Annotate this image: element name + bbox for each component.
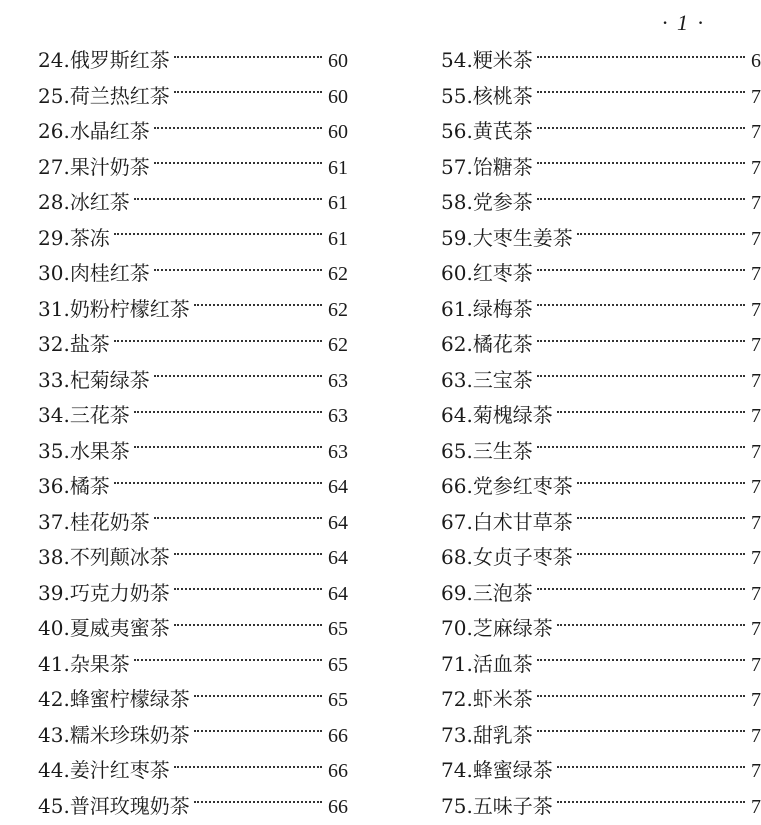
- entry-number: 29.: [38, 221, 70, 257]
- entry-page-number: 7: [751, 186, 761, 222]
- entry-page-number: 7: [751, 648, 761, 684]
- dot-leader: [134, 198, 322, 200]
- entry-number: 32.: [38, 327, 70, 363]
- entry-title: 蜂蜜柠檬绿茶: [70, 682, 190, 718]
- entry-number: 25.: [38, 79, 70, 115]
- toc-entry: [441, 611, 761, 647]
- entry-page-number: 65: [328, 612, 348, 648]
- entry-title: 黄芪茶: [473, 114, 533, 150]
- entry-title: 奶粉柠檬红茶: [70, 292, 190, 328]
- dot-leader: [174, 588, 322, 590]
- entry-title: 芝麻绿茶: [473, 611, 553, 647]
- toc-entry: [441, 434, 761, 470]
- entry-number: 35.: [38, 434, 70, 470]
- page-number: · 1 ·: [662, 10, 705, 36]
- entry-page-number: 64: [328, 577, 348, 613]
- entry-page-number: 7: [751, 328, 761, 364]
- dot-leader: [537, 446, 745, 448]
- entry-title: 菊槐绿茶: [473, 398, 553, 434]
- dot-leader: [537, 588, 745, 590]
- entry-page-number: 62: [328, 328, 348, 364]
- entry-title: 水果茶: [70, 434, 130, 470]
- entry-title: 俄罗斯红茶: [70, 43, 170, 79]
- toc-entry: [441, 682, 761, 718]
- entry-page-number: 7: [751, 612, 761, 648]
- entry-page-number: 7: [751, 364, 761, 400]
- entry-page-number: 64: [328, 470, 348, 506]
- toc-entry: [38, 682, 348, 718]
- entry-number: 62.: [441, 327, 473, 363]
- entry-number: 43.: [38, 718, 70, 754]
- entry-page-number: 7: [751, 719, 761, 755]
- entry-page-number: 7: [751, 399, 761, 435]
- toc-entry: [441, 256, 761, 292]
- entry-number: 73.: [441, 718, 473, 754]
- entry-title: 夏威夷蜜茶: [70, 611, 170, 647]
- entry-number: 33.: [38, 363, 70, 399]
- dot-leader: [537, 659, 745, 661]
- dot-leader: [154, 375, 322, 377]
- entry-number: 66.: [441, 469, 473, 505]
- toc-entry: [441, 540, 761, 576]
- dot-leader: [174, 91, 322, 93]
- entry-number: 28.: [38, 185, 70, 221]
- dot-leader: [154, 269, 322, 271]
- entry-page-number: 66: [328, 719, 348, 755]
- toc-entry: [441, 43, 761, 79]
- toc-entry: [441, 185, 761, 221]
- dot-leader: [114, 233, 322, 235]
- toc-entry: [38, 611, 348, 647]
- entry-number: 56.: [441, 114, 473, 150]
- entry-page-number: 60: [328, 80, 348, 116]
- toc-entry: [38, 185, 348, 221]
- entry-page-number: 6: [751, 44, 761, 80]
- entry-number: 31.: [38, 292, 70, 328]
- dot-leader: [577, 482, 745, 484]
- toc-entry: [441, 292, 761, 328]
- entry-page-number: 7: [751, 541, 761, 577]
- entry-title: 杞菊绿茶: [70, 363, 150, 399]
- entry-title: 白术甘草茶: [473, 505, 573, 541]
- entry-page-number: 62: [328, 257, 348, 293]
- entry-page-number: 7: [751, 754, 761, 790]
- toc-entry: [38, 79, 348, 115]
- entry-page-number: 66: [328, 754, 348, 790]
- toc-entry: [38, 292, 348, 328]
- entry-title: 饴糖茶: [473, 150, 533, 186]
- dot-leader: [537, 340, 745, 342]
- entry-number: 37.: [38, 505, 70, 541]
- entry-title: 杂果茶: [70, 647, 130, 683]
- entry-title: 荷兰热红茶: [70, 79, 170, 115]
- entry-page-number: 65: [328, 683, 348, 719]
- dot-leader: [174, 553, 322, 555]
- toc-entry: [441, 505, 761, 541]
- toc-entry: [38, 576, 348, 612]
- entry-title: 茶冻: [70, 221, 110, 257]
- entry-title: 肉桂红茶: [70, 256, 150, 292]
- entry-number: 45.: [38, 789, 70, 825]
- entry-title: 三泡茶: [473, 576, 533, 612]
- entry-number: 69.: [441, 576, 473, 612]
- dot-leader: [174, 624, 322, 626]
- toc-entry: [38, 114, 348, 150]
- entry-page-number: 61: [328, 151, 348, 187]
- entry-page-number: 7: [751, 435, 761, 471]
- entry-number: 61.: [441, 292, 473, 328]
- entry-page-number: 7: [751, 80, 761, 116]
- entry-title: 核桃茶: [473, 79, 533, 115]
- entry-number: 39.: [38, 576, 70, 612]
- entry-title: 盐茶: [70, 327, 110, 363]
- entry-title: 虾米茶: [473, 682, 533, 718]
- entry-title: 水晶红茶: [70, 114, 150, 150]
- entry-title: 甜乳茶: [473, 718, 533, 754]
- entry-page-number: 62: [328, 293, 348, 329]
- dot-leader: [194, 730, 322, 732]
- entry-number: 75.: [441, 789, 473, 825]
- entry-number: 27.: [38, 150, 70, 186]
- entry-page-number: 7: [751, 151, 761, 187]
- toc-entry: [38, 327, 348, 363]
- toc-entry: [441, 789, 761, 825]
- toc-entry: [38, 398, 348, 434]
- entry-title: 姜汁红枣茶: [70, 753, 170, 789]
- toc-entry: [441, 398, 761, 434]
- entry-number: 58.: [441, 185, 473, 221]
- entry-page-number: 7: [751, 257, 761, 293]
- dot-leader: [557, 624, 745, 626]
- toc-entry: [38, 505, 348, 541]
- entry-number: 57.: [441, 150, 473, 186]
- entry-page-number: 63: [328, 364, 348, 400]
- entry-page-number: 64: [328, 541, 348, 577]
- entry-title: 巧克力奶茶: [70, 576, 170, 612]
- toc-entry: [38, 43, 348, 79]
- entry-number: 72.: [441, 682, 473, 718]
- dot-leader: [577, 553, 745, 555]
- toc-entry: [38, 221, 348, 257]
- dot-leader: [557, 801, 745, 803]
- entry-title: 活血茶: [473, 647, 533, 683]
- dot-leader: [194, 801, 322, 803]
- dot-leader: [537, 91, 745, 93]
- entry-number: 42.: [38, 682, 70, 718]
- toc-entry: [441, 469, 761, 505]
- entry-page-number: 61: [328, 186, 348, 222]
- entry-title: 蜂蜜绿茶: [473, 753, 553, 789]
- dot-leader: [134, 411, 322, 413]
- dot-leader: [537, 198, 745, 200]
- entry-title: 红枣茶: [473, 256, 533, 292]
- dot-leader: [557, 766, 745, 768]
- toc-column-right: [441, 43, 761, 824]
- entry-number: 36.: [38, 469, 70, 505]
- toc-entry: [38, 540, 348, 576]
- dot-leader: [537, 695, 745, 697]
- entry-title: 党参红枣茶: [473, 469, 573, 505]
- entry-number: 65.: [441, 434, 473, 470]
- entry-title: 三宝茶: [473, 363, 533, 399]
- toc-entry: [38, 647, 348, 683]
- dot-leader: [537, 127, 745, 129]
- entry-number: 41.: [38, 647, 70, 683]
- dot-leader: [114, 482, 322, 484]
- entry-page-number: 7: [751, 115, 761, 151]
- toc-entry: [441, 114, 761, 150]
- entry-title: 桂花奶茶: [70, 505, 150, 541]
- entry-number: 55.: [441, 79, 473, 115]
- dot-leader: [577, 233, 745, 235]
- entry-number: 54.: [441, 43, 473, 79]
- dot-leader: [134, 446, 322, 448]
- toc-entry: [441, 753, 761, 789]
- dot-leader: [577, 517, 745, 519]
- dot-leader: [537, 304, 745, 306]
- entry-title: 党参茶: [473, 185, 533, 221]
- entry-page-number: 65: [328, 648, 348, 684]
- toc-entry: [441, 647, 761, 683]
- entry-title: 冰红茶: [70, 185, 130, 221]
- entry-page-number: 63: [328, 399, 348, 435]
- entry-page-number: 60: [328, 115, 348, 151]
- toc-entry: [38, 789, 348, 825]
- toc-entry: [38, 363, 348, 399]
- entry-page-number: 66: [328, 790, 348, 825]
- entry-title: 女贞子枣茶: [473, 540, 573, 576]
- entry-number: 30.: [38, 256, 70, 292]
- dot-leader: [537, 269, 745, 271]
- dot-leader: [194, 695, 322, 697]
- dot-leader: [154, 127, 322, 129]
- entry-title: 五味子茶: [473, 789, 553, 825]
- entry-number: 60.: [441, 256, 473, 292]
- entry-title: 橘花茶: [473, 327, 533, 363]
- toc-entry: [441, 150, 761, 186]
- toc-entry: [441, 363, 761, 399]
- toc-entry: [441, 576, 761, 612]
- dot-leader: [174, 766, 322, 768]
- entry-page-number: 7: [751, 293, 761, 329]
- toc-entry: [38, 256, 348, 292]
- entry-page-number: 63: [328, 435, 348, 471]
- toc-entry: [38, 150, 348, 186]
- entry-page-number: 61: [328, 222, 348, 258]
- dot-leader: [557, 411, 745, 413]
- entry-number: 38.: [38, 540, 70, 576]
- toc-entry: [38, 753, 348, 789]
- entry-number: 70.: [441, 611, 473, 647]
- dot-leader: [114, 340, 322, 342]
- entry-number: 40.: [38, 611, 70, 647]
- entry-page-number: 7: [751, 470, 761, 506]
- toc-entry: [441, 327, 761, 363]
- entry-page-number: 7: [751, 577, 761, 613]
- entry-title: 普洱玫瑰奶茶: [70, 789, 190, 825]
- dot-leader: [174, 56, 322, 58]
- entry-number: 67.: [441, 505, 473, 541]
- entry-title: 果汁奶茶: [70, 150, 150, 186]
- dot-leader: [537, 730, 745, 732]
- entry-title: 橘茶: [70, 469, 110, 505]
- entry-number: 71.: [441, 647, 473, 683]
- entry-title: 三花茶: [70, 398, 130, 434]
- entry-page-number: 7: [751, 790, 761, 825]
- entry-number: 24.: [38, 43, 70, 79]
- entry-number: 34.: [38, 398, 70, 434]
- entry-page-number: 64: [328, 506, 348, 542]
- entry-number: 64.: [441, 398, 473, 434]
- dot-leader: [537, 162, 745, 164]
- entry-title: 不列颠冰茶: [70, 540, 170, 576]
- toc-entry: [38, 718, 348, 754]
- entry-number: 26.: [38, 114, 70, 150]
- entry-number: 44.: [38, 753, 70, 789]
- dot-leader: [134, 659, 322, 661]
- entry-page-number: 7: [751, 506, 761, 542]
- entry-number: 59.: [441, 221, 473, 257]
- dot-leader: [537, 375, 745, 377]
- entry-title: 三生茶: [473, 434, 533, 470]
- toc-entry: [441, 221, 761, 257]
- entry-number: 68.: [441, 540, 473, 576]
- entry-page-number: 60: [328, 44, 348, 80]
- dot-leader: [194, 304, 322, 306]
- dot-leader: [154, 162, 322, 164]
- toc-entry: [441, 79, 761, 115]
- entry-number: 63.: [441, 363, 473, 399]
- entry-title: 大枣生姜茶: [473, 221, 573, 257]
- entry-page-number: 7: [751, 222, 761, 258]
- entry-title: 粳米茶: [473, 43, 533, 79]
- toc-column-left: [38, 43, 348, 824]
- entry-page-number: 7: [751, 683, 761, 719]
- toc-entry: [38, 469, 348, 505]
- toc-entry: [441, 718, 761, 754]
- entry-title: 绿梅茶: [473, 292, 533, 328]
- entry-title: 糯米珍珠奶茶: [70, 718, 190, 754]
- dot-leader: [154, 517, 322, 519]
- dot-leader: [537, 56, 745, 58]
- toc-entry: [38, 434, 348, 470]
- entry-number: 74.: [441, 753, 473, 789]
